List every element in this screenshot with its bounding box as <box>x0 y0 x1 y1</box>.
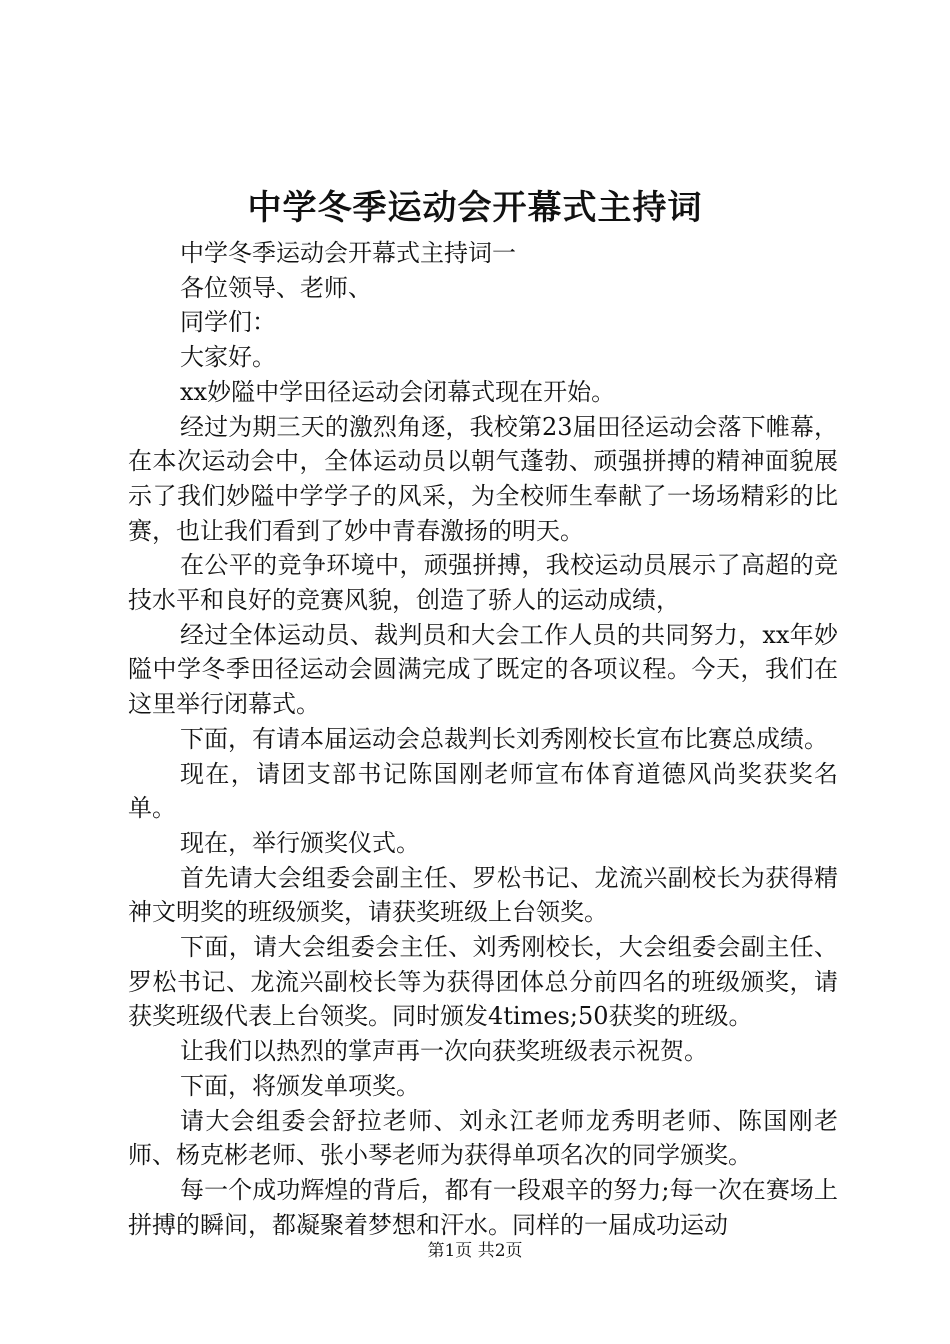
paragraph: 同学们： <box>180 308 276 337</box>
paragraph: 经过为期三天的激烈角逐，我校第23届田径运动会落下帷幕，在本次运动会中，全体运动员以朝气蓬勃、顽强拼搏的精神面貌展示了我们妙隘中学学子的风采，为全校师生奉献了一场场精彩的比赛，也让我们看到了妙中青春激扬的明天。 <box>128 412 838 545</box>
paragraph: 各位领导、老师、 <box>180 273 372 302</box>
paragraph: 现在，请团支部书记陈国刚老师宣布体育道德风尚奖获奖名单。 <box>128 759 838 823</box>
paragraph: xx妙隘中学田径运动会闭幕式现在开始。 <box>180 377 616 406</box>
paragraph: 让我们以热烈的掌声再一次向获奖班级表示祝贺。 <box>180 1037 708 1066</box>
paragraph: 首先请大会组委会副主任、罗松书记、龙流兴副校长为获得精神文明奖的班级颁奖，请获奖班级上台领奖。 <box>128 863 838 927</box>
document-body <box>128 236 838 1242</box>
paragraph: 下面，将颁发单项奖。 <box>180 1071 420 1100</box>
paragraph: 现在，举行颁奖仪式。 <box>180 828 420 857</box>
paragraph: 下面，请大会组委会主任、刘秀刚校长，大会组委会副主任、罗松书记、龙流兴副校长等为获得团体总分前四名的班级颁奖，请获奖班级代表上台领奖。同时颁发4times;50获奖的班级。 <box>128 933 838 1031</box>
paragraph: 经过全体运动员、裁判员和大会工作人员的共同努力，xx年妙隘中学冬季田径运动会圆满完成了既定的各项议程。今天，我们在这里举行闭幕式。 <box>128 620 838 719</box>
paragraph: 每一个成功辉煌的背后，都有一段艰辛的努力;每一次在赛场上拼搏的瞬间，都凝聚着梦想和汗水。同样的一届成功运动 <box>128 1175 838 1239</box>
page-footer: 第1页 共2页 <box>427 1241 523 1261</box>
paragraph: 在公平的竞争环境中，顽强拼搏，我校运动员展示了高超的竞技水平和良好的竞赛风貌，创造了骄人的运动成绩， <box>128 551 838 615</box>
paragraph: 下面，有请本届运动会总裁判长刘秀刚校长宣布比赛总成绩。 <box>180 724 828 753</box>
paragraph: 中学冬季运动会开幕式主持词一 <box>180 239 516 267</box>
paragraph: 大家好。 <box>180 343 276 372</box>
document-title: 中学冬季运动会开幕式主持词 <box>247 188 703 228</box>
paragraph: 请大会组委会舒拉老师、刘永江老师龙秀明老师、陈国刚老师、杨克彬老师、张小琴老师为获得单项名次的同学颁奖。 <box>128 1106 838 1170</box>
